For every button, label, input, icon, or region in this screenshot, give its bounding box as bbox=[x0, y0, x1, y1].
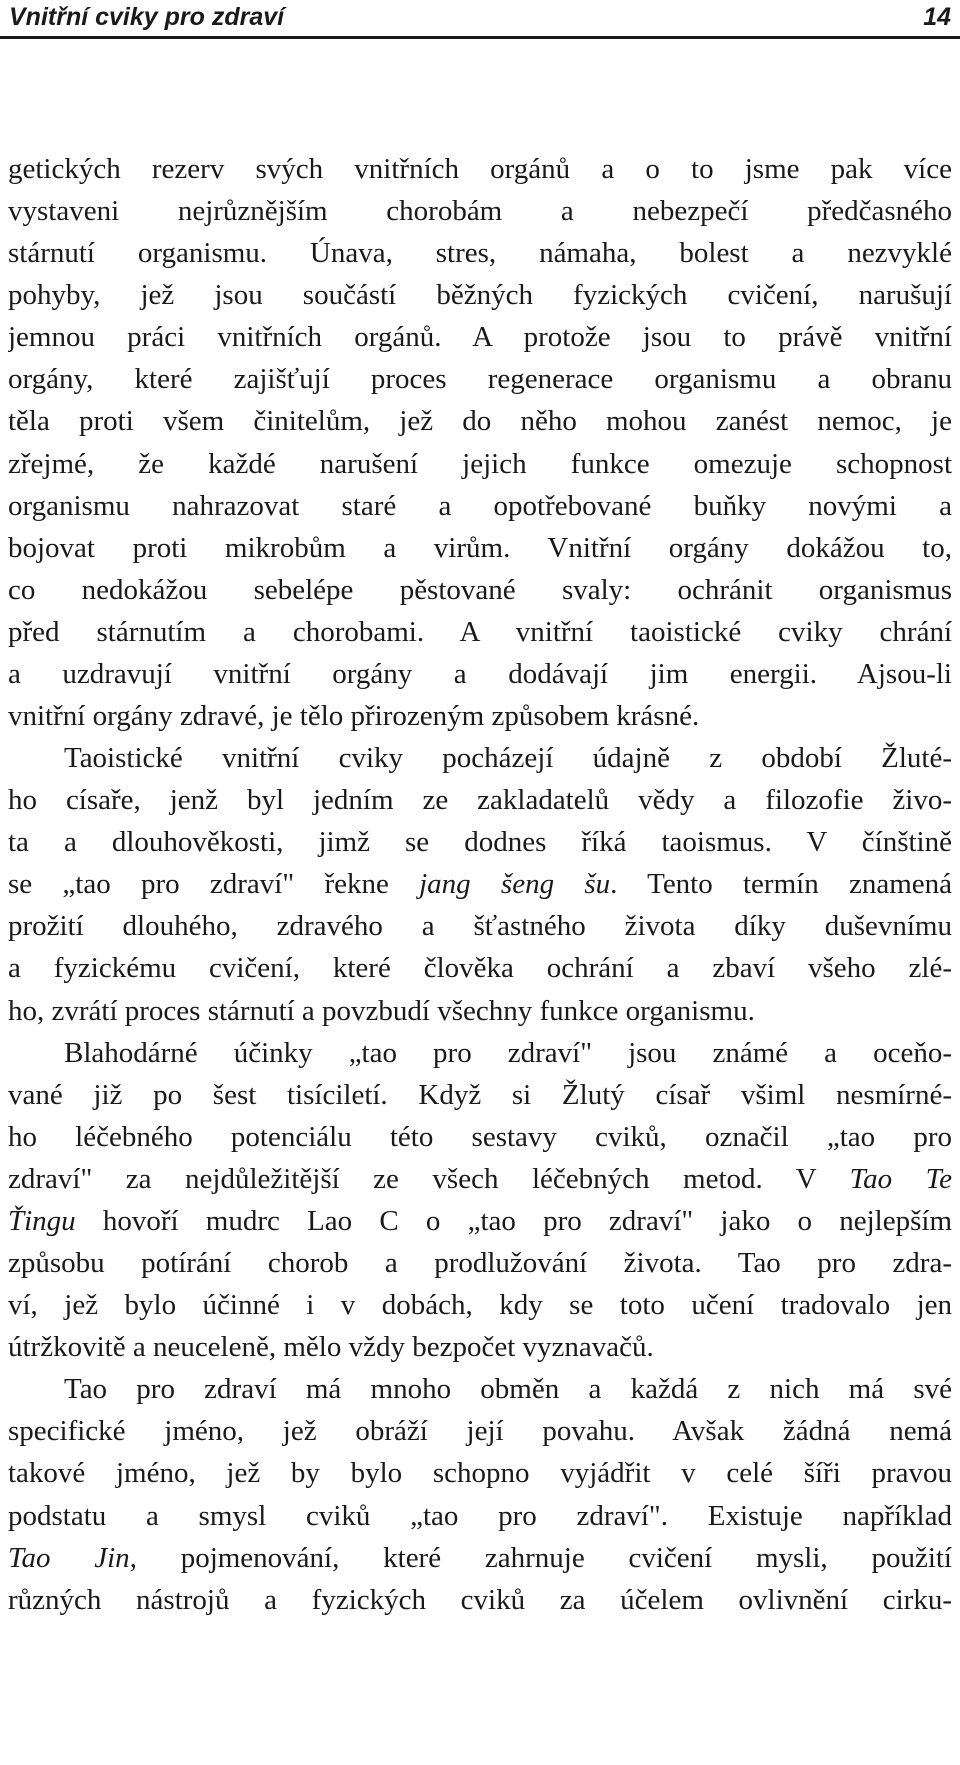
text-line bbox=[8, 611, 952, 653]
paragraph bbox=[8, 737, 952, 1032]
text-segment: útržkovitě a neuceleně, mělo vždy bezpočet vyznavačů. bbox=[8, 1331, 654, 1364]
text-line bbox=[8, 947, 952, 989]
text-line bbox=[8, 400, 952, 442]
text-segment: specifické jméno, jež obráží její povahu. Avšak žádná nemá bbox=[8, 1415, 952, 1448]
text-segment: orgány, které zajišťují proces regenerace organismu a obranu bbox=[8, 363, 952, 396]
text-line bbox=[8, 821, 952, 863]
text-line bbox=[8, 1495, 952, 1537]
text-line bbox=[8, 569, 952, 611]
text-segment: ví, jež bylo účinné i v dobách, kdy se toto učení tradovalo jen bbox=[8, 1289, 952, 1322]
text-line bbox=[8, 1116, 952, 1158]
text-segment: co nedokážou sebelépe pěstované svaly: ochránit organismus bbox=[8, 573, 952, 606]
text-segment: pohyby, jež jsou součástí běžných fyzických cvičení, narušují bbox=[8, 279, 952, 312]
text-segment: . Tento termín znamená bbox=[610, 868, 952, 901]
text-line bbox=[8, 527, 952, 569]
text-segment: různých nástrojů a fyzických cviků za účelem ovlivnění cirku- bbox=[8, 1583, 952, 1616]
text-segment: prožití dlouhého, zdravého a šťastného života díky duševnímu bbox=[8, 910, 952, 943]
text-segment: stárnutí organismu. Únava, stres, námaha, bolest a nezvyklé bbox=[8, 237, 952, 270]
text-line bbox=[8, 905, 952, 947]
text-segment: vnitřní orgány zdravé, je tělo přirozeným způsobem krásné. bbox=[8, 700, 700, 733]
running-title: Vnitřní cviky pro zdraví bbox=[9, 3, 285, 31]
header-rule bbox=[0, 36, 960, 39]
text-line bbox=[8, 1242, 952, 1284]
text-line bbox=[8, 190, 952, 232]
paragraph bbox=[8, 148, 952, 737]
text-line bbox=[8, 695, 952, 737]
text-line bbox=[8, 443, 952, 485]
text-line bbox=[8, 1579, 952, 1621]
text-segment: ta a dlouhověkosti, jimž se dodnes říká taoismus. V čínštině bbox=[8, 826, 952, 859]
body-text bbox=[8, 148, 952, 1621]
text-segment: vystaveni nejrůznějším chorobám a nebezpečí předčasného bbox=[8, 195, 952, 228]
text-line bbox=[8, 1452, 952, 1494]
text-segment: ho léčebného potenciálu této sestavy cviků, označil „tao pro bbox=[8, 1120, 952, 1153]
text-line bbox=[8, 485, 952, 527]
text-line bbox=[8, 863, 952, 905]
text-segment: Tao pro zdraví má mnoho obměn a každá z nich má své bbox=[64, 1373, 952, 1406]
text-line bbox=[8, 1158, 952, 1200]
text-line bbox=[8, 148, 952, 190]
text-line bbox=[8, 1410, 952, 1452]
text-segment: Blahodárné účinky „tao pro zdraví" jsou známé a oceňo- bbox=[64, 1036, 952, 1069]
text-segment: jemnou práci vnitřních orgánů. A protože jsou to právě vnitřní bbox=[8, 321, 952, 354]
text-line bbox=[8, 653, 952, 695]
text-segment: vané již po šest tisíciletí. Když si Žlutý císař všiml nesmírné- bbox=[8, 1078, 952, 1111]
text-segment: a fyzickému cvičení, které člověka ochrání a zbaví všeho zlé- bbox=[8, 952, 952, 985]
italic-text: Tao Te bbox=[849, 1162, 952, 1195]
text-line bbox=[8, 274, 952, 316]
text-line bbox=[8, 316, 952, 358]
text-segment: a uzdravují vnitřní orgány a dodávají jim energii. Ajsou-li bbox=[8, 657, 952, 690]
text-segment: ho, zvrátí proces stárnutí a povzbudí všechny funkce organismu. bbox=[8, 994, 755, 1027]
paragraph bbox=[8, 1032, 952, 1369]
page-number: 14 bbox=[923, 3, 951, 31]
text-segment: před stárnutím a chorobami. A vnitřní taoistické cviky chrání bbox=[8, 615, 952, 648]
text-segment: způsobu potírání chorob a prodlužování života. Tao pro zdra- bbox=[8, 1247, 952, 1280]
text-line bbox=[8, 1032, 952, 1074]
text-segment: ho císaře, jenž byl jedním ze zakladatelů vědy a filozofie živo- bbox=[8, 784, 952, 817]
text-segment: zdraví" za nejdůležitější ze všech léčebných metod. V bbox=[8, 1162, 850, 1195]
italic-text: Tao Jin, bbox=[8, 1541, 137, 1574]
italic-text: Ťingu bbox=[8, 1204, 76, 1237]
text-segment: těla proti všem činitelům, jež do něho mohou zanést nemoc, je bbox=[8, 405, 952, 438]
text-line bbox=[8, 1368, 952, 1410]
text-segment: pojmenování, které zahrnuje cvičení mysli, použití bbox=[136, 1541, 952, 1574]
text-line bbox=[8, 1537, 952, 1579]
text-line bbox=[8, 779, 952, 821]
text-segment: Taoistické vnitřní cviky pocházejí údajně z období Žluté- bbox=[64, 742, 952, 775]
text-line bbox=[8, 358, 952, 400]
text-line bbox=[8, 232, 952, 274]
text-line bbox=[8, 1200, 952, 1242]
text-segment: zřejmé, že každé narušení jejich funkce omezuje schopnost bbox=[8, 447, 952, 480]
text-line bbox=[8, 1326, 952, 1368]
page-header bbox=[0, 0, 960, 36]
text-line bbox=[8, 737, 952, 779]
text-segment: bojovat proti mikrobům a virům. Vnitřní orgány dokážou to, bbox=[8, 531, 952, 564]
text-segment: hovoří mudrc Lao C o „tao pro zdraví" jako o nejlepším bbox=[75, 1204, 952, 1237]
text-line bbox=[8, 990, 952, 1032]
text-segment: takové jméno, jež by bylo schopno vyjádřit v celé šíři pravou bbox=[8, 1457, 952, 1490]
text-segment: podstatu a smysl cviků „tao pro zdraví". Existuje například bbox=[8, 1499, 952, 1532]
text-segment: se „tao pro zdraví" řekne bbox=[8, 868, 420, 901]
text-segment: getických rezerv svých vnitřních orgánů a o to jsme pak více bbox=[8, 153, 952, 185]
italic-text: jang šeng šu bbox=[419, 868, 611, 901]
text-line bbox=[8, 1074, 952, 1116]
text-line bbox=[8, 1284, 952, 1326]
paragraph bbox=[8, 1368, 952, 1620]
text-segment: organismu nahrazovat staré a opotřebované buňky novými a bbox=[8, 489, 952, 522]
